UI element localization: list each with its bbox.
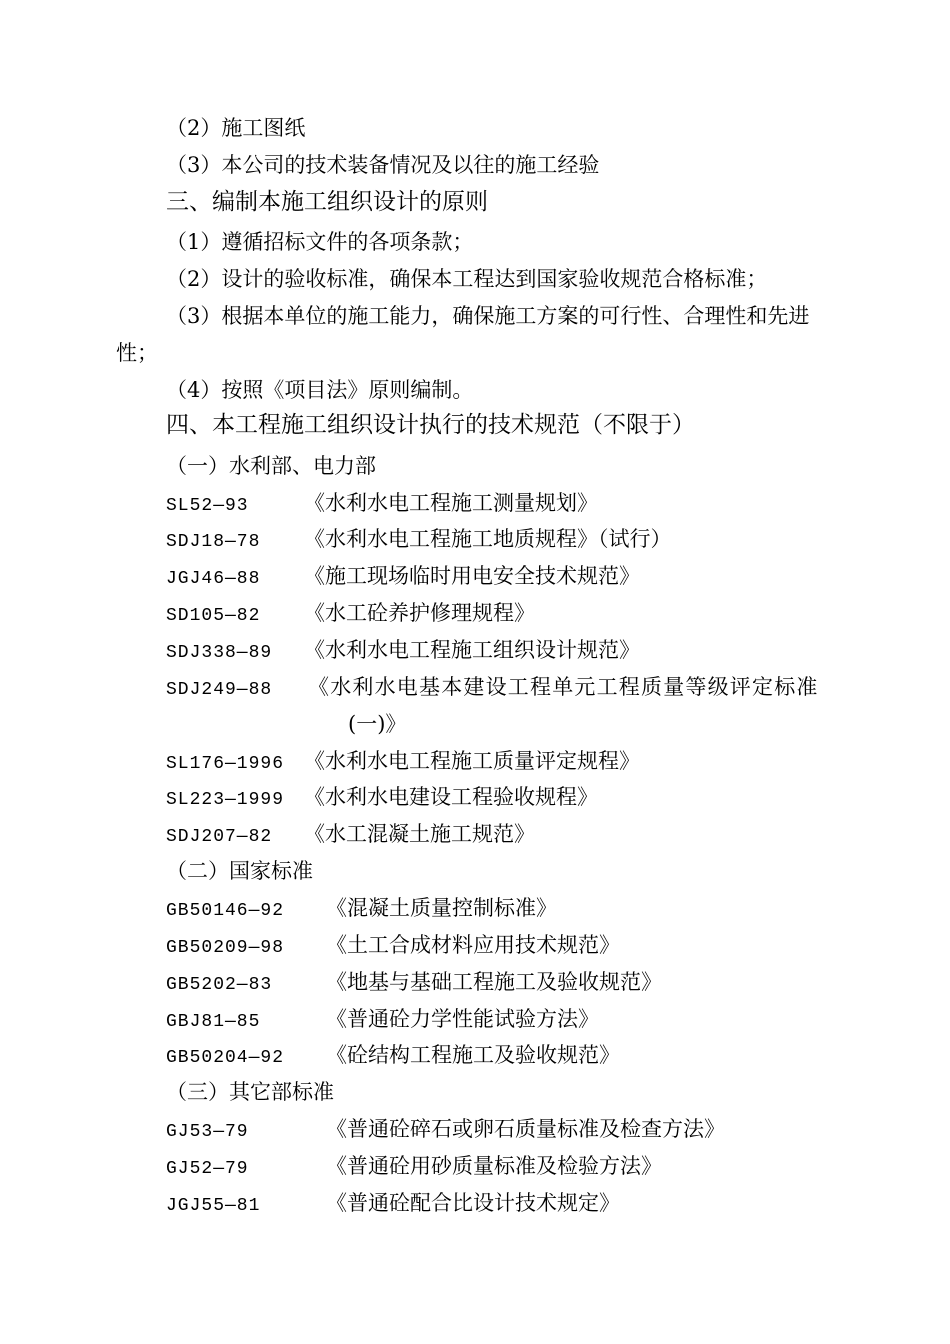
standard-title: 《水利水电建设工程验收规程》 [304,785,598,809]
standard-row [166,599,535,630]
standard-row [166,1189,620,1220]
standard-title: 《地基与基础工程施工及验收规范》 [326,970,662,994]
standard-code: SDJ338—89 [166,643,273,663]
principles-heading: 三、编制本施工组织设计的原则 [166,189,488,215]
standard-row [166,1115,725,1146]
standard-title: 《普通砼碎石或卵石质量标准及检查方法》 [326,1117,725,1141]
standard-row [166,820,535,851]
standard-row [166,1041,620,1072]
standard-title: 《水利水电工程施工测量规划》 [304,491,598,515]
standard-title: 《混凝土质量控制标准》 [326,896,557,920]
standard-row [166,894,557,925]
group-3-heading: （三）其它部标准 [166,1080,334,1104]
standard-code: GJ52—79 [166,1159,249,1179]
standard-title: 《水工混凝土施工规范》 [304,822,535,846]
principle-item-1: （1）遵循招标文件的各项条款； [166,230,474,254]
standard-code: SL223—1999 [166,790,285,810]
standard-row [166,1005,599,1036]
standard-code: GB50146—92 [166,901,285,921]
standard-row [166,562,640,593]
group-2-heading: （二）国家标准 [166,859,313,883]
standard-code: SDJ249—88 [166,680,273,700]
standard-row [166,1152,662,1183]
standard-title: 《水工砼养护修理规程》 [304,601,535,625]
standard-title: 《水利水电工程施工质量评定规程》 [304,749,640,773]
standard-code: GB50204—92 [166,1048,285,1068]
standard-row [166,636,640,667]
source-item-2: （2）施工图纸 [166,116,306,140]
principle-item-3: （3）根据本单位的施工能力，确保施工方案的可行性、合理性和先进 [166,304,810,328]
standard-code: SDJ18—78 [166,532,261,552]
standard-title: 《普通砼力学性能试验方法》 [326,1007,599,1031]
standard-row [166,747,640,778]
standard-code: GB5202—83 [166,975,273,995]
source-item-3: （3）本公司的技术装备情况及以往的施工经验 [166,153,600,177]
standards-heading: 四、本工程施工组织设计执行的技术规范（不限于） [166,412,695,438]
standard-code: JGJ46—88 [166,569,261,589]
principle-item-2: （2）设计的验收标准，确保本工程达到国家验收规范合格标准； [166,267,768,291]
standard-title: 《水利水电基本建设工程单元工程质量等级评定标准 [308,675,819,699]
standard-title: 《施工现场临时用电安全技术规范》 [304,564,640,588]
standard-title: 《普通砼用砂质量标准及检验方法》 [326,1154,662,1178]
standard-row [166,489,598,520]
standard-code: GJ53—79 [166,1122,249,1142]
principle-item-4: （4）按照《项目法》原则编制。 [166,378,474,402]
standard-row [166,931,620,962]
standard-row [166,968,662,999]
principle-item-3-cont: 性； [116,341,158,365]
standard-title: 《土工合成材料应用技术规范》 [326,933,620,957]
standard-code: SDJ207—82 [166,827,273,847]
standard-title: 《水利水电工程施工地质规程》（试行） [304,527,672,551]
standard-row [166,783,598,814]
standard-title: 《水利水电工程施工组织设计规范》 [304,638,640,662]
group-1-heading: （一）水利部、电力部 [166,454,376,478]
standard-code: SL176—1996 [166,754,285,774]
standard-code: SD105—82 [166,606,261,626]
standard-code: GB50209—98 [166,938,285,958]
standard-row [166,525,672,556]
standard-title: 《砼结构工程施工及验收规范》 [326,1043,620,1067]
standard-code: JGJ55—81 [166,1196,261,1216]
standard-row [166,673,819,704]
standard-title: 《普通砼配合比设计技术规定》 [326,1191,620,1215]
standard-code: GBJ81—85 [166,1012,261,1032]
standard-title-cont: (一)》 [348,712,407,736]
standard-code: SL52—93 [166,496,249,516]
